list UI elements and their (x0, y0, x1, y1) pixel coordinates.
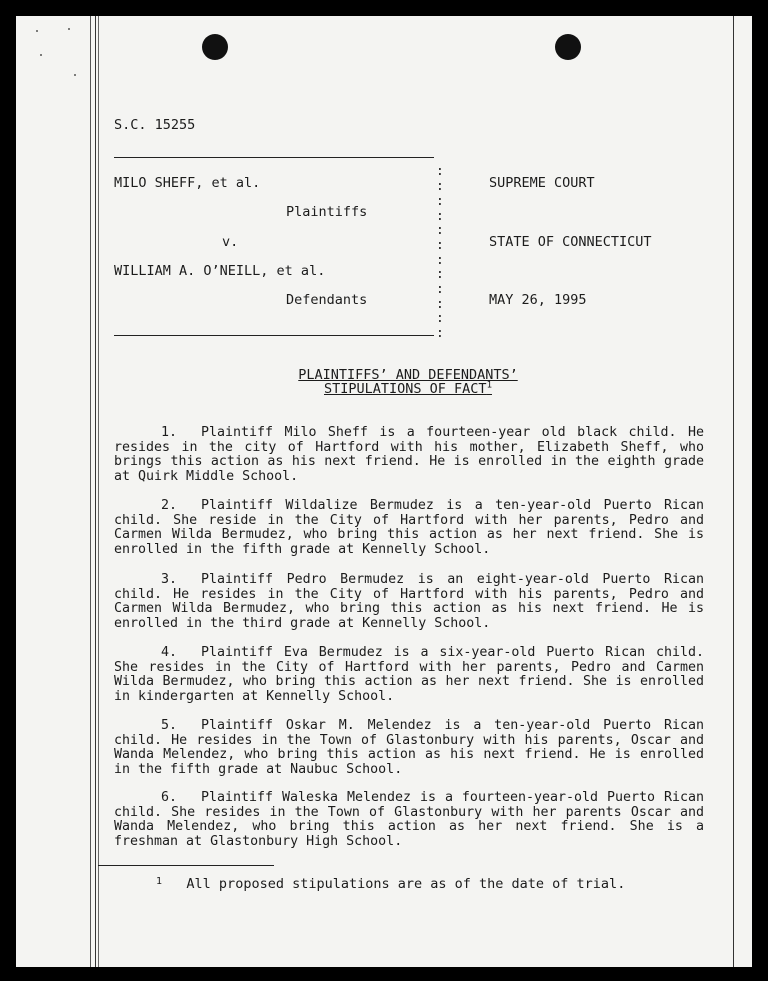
stipulation-paragraph-3 (114, 573, 704, 631)
caption-colon: : (436, 179, 444, 194)
stipulation-paragraph-5 (114, 719, 704, 777)
plaintiff-name: MILO SHEFF, et al. (114, 175, 261, 191)
document-page (16, 16, 752, 967)
scan-speck (40, 54, 42, 56)
filing-date: MAY 26, 1995 (489, 292, 587, 308)
margin-rule-left-1 (90, 16, 91, 967)
punch-hole-right (555, 34, 581, 60)
paragraph-number: 4. (161, 645, 178, 660)
caption-colon: : (436, 282, 444, 297)
court-name: SUPREME COURT (489, 175, 595, 191)
versus: v. (222, 234, 239, 250)
caption-colon: : (436, 253, 444, 268)
caption-colon: : (436, 326, 444, 341)
caption-bottom-rule (114, 335, 434, 336)
defendant-name: WILLIAM A. O’NEILL, et al. (114, 263, 326, 279)
stipulation-paragraph-4 (114, 646, 704, 704)
state-name: STATE OF CONNECTICUT (489, 234, 652, 250)
caption-colon: : (436, 164, 444, 179)
stipulation-paragraph-6 (114, 791, 704, 849)
paragraph-text: Plaintiff Milo Sheff is a fourteen-year old black child. He resides in the city of Hartford with his mother, Elizabeth Sheff, who brings this action as his next friend. He is enrolled in the eighth grade at Quirk Middle School. (114, 425, 704, 484)
plaintiff-role: Plaintiffs (286, 204, 368, 220)
paragraph-text: Plaintiff Oskar M. Melendez is a ten-year-old Puerto Rican child. He resides in the Town of Glastonbury with his parents, Oscar and Wanda Melendez, who bring this action as his next friend. He is enrolled in the fifth grade at Naubuc School. (114, 718, 704, 777)
margin-rule-left-3 (98, 16, 99, 967)
margin-rule-left-2 (95, 16, 96, 967)
stipulation-paragraph-1 (114, 426, 704, 484)
paragraph-text: Plaintiff Eva Bermudez is a six-year-old Puerto Rican child. She resides in the City of Hartford with her parents, Pedro and Carmen Wilda Bermudez, who bring this action as her next friend. She is enrolled in kindergarten at Kennelly School. (114, 645, 704, 704)
caption-colon: : (436, 297, 444, 312)
stipulation-paragraph-2 (114, 499, 704, 557)
caption-colon: : (436, 267, 444, 282)
footnote (156, 877, 625, 893)
document-title-line1: PLAINTIFFS’ AND DEFENDANTS’ (298, 367, 518, 383)
caption-colon: : (436, 311, 444, 326)
paragraph-number: 6. (161, 790, 178, 805)
docket-number: S.C. 15255 (114, 117, 196, 133)
margin-rule-right (733, 16, 734, 967)
paragraph-text: Plaintiff Wildalize Bermudez is a ten-year-old Puerto Rican child. She reside in the City of Hartford with her parents, Pedro and Carmen Wilda Bermudez, who bring this action as her next friend. She is enrolled in the fifth grade at Kennelly School. (114, 498, 704, 557)
paragraph-number: 1. (161, 425, 178, 440)
defendant-role: Defendants (286, 292, 368, 308)
document-title-line2 (40, 382, 752, 397)
caption-colon: : (436, 209, 444, 224)
paragraph-number: 3. (161, 572, 178, 587)
paragraph-number: 2. (161, 498, 178, 513)
paragraph-text: Plaintiff Waleska Melendez is a fourteen-year-old Puerto Rican child. She resides in the Town of Glastonbury with her parents Oscar and Wanda Melendez, who bring this action as her next friend. She is a freshman at Glastonbury High School. (114, 790, 704, 849)
punch-hole-left (202, 34, 228, 60)
caption-colon: : (436, 238, 444, 253)
scan-speck (68, 28, 70, 30)
footnote-text: All proposed stipulations are as of the date of trial. (186, 876, 626, 892)
footnote-reference: 1 (486, 380, 492, 391)
caption-top-rule (114, 157, 434, 158)
paragraph-number: 5. (161, 718, 178, 733)
caption-colon: : (436, 194, 444, 209)
scan-speck (74, 74, 76, 76)
footnote-marker: 1 (156, 876, 163, 887)
paragraph-text: Plaintiff Pedro Bermudez is an eight-year-old Puerto Rican child. He resides in the City of Hartford with his parents, Pedro and Carmen Wilda Bermudez, who bring this action as his next friend. He is enrolled in the third grade at Kennelly School. (114, 572, 704, 631)
caption-colon: : (436, 223, 444, 238)
document-title-text: STIPULATIONS OF FACT (324, 381, 487, 397)
scan-speck (36, 30, 38, 32)
footnote-separator (98, 865, 274, 866)
